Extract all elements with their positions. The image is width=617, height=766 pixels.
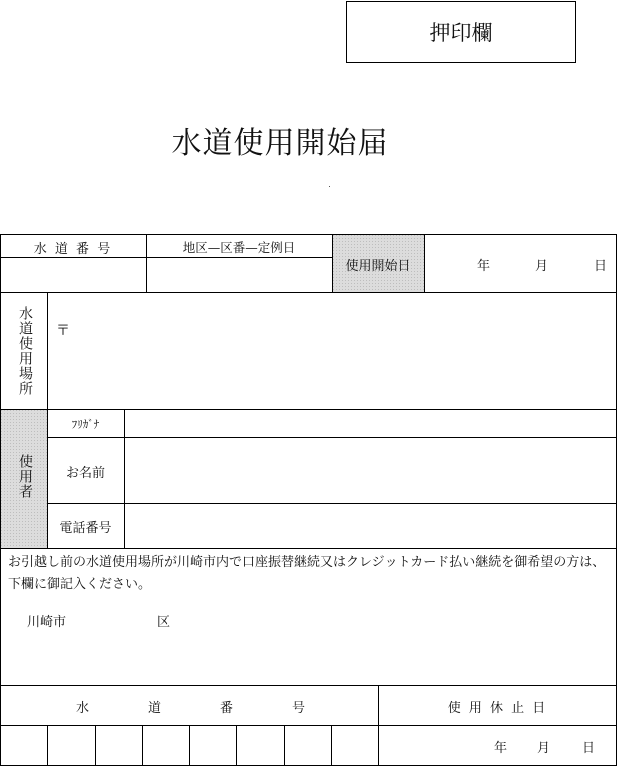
start-date-label: 使用開始日	[345, 259, 411, 274]
notice-line2: 下欄に御記入ください。	[8, 577, 152, 592]
notice-line1: お引越し前の水道使用場所が川崎市内で口座振替継続又はクレジットカード払い継続を御希望の方は、	[8, 555, 606, 570]
phone-label: 電話番号	[59, 521, 112, 536]
suspend-year-label: 年	[494, 741, 508, 756]
form-table	[0, 234, 617, 766]
postal-mark: 〒	[56, 323, 70, 339]
suspend-day-label: 日	[582, 741, 596, 756]
start-month-label: 月	[535, 259, 549, 274]
bottom-water-char-4: 号	[292, 701, 306, 716]
page-title: 水道使用開始届	[171, 126, 389, 161]
notice-ward: 区	[157, 615, 171, 630]
district-label: 地区—区番—定例日	[182, 240, 296, 255]
seal-box	[346, 1, 576, 63]
seal-label: 押印欄	[429, 21, 493, 45]
start-year-label: 年	[477, 259, 491, 274]
name-label: お名前	[65, 466, 105, 481]
notice-city: 川崎市	[27, 615, 67, 630]
suspend-month-label: 月	[537, 741, 551, 756]
furigana-label: ﾌﾘｶﾞﾅ	[71, 418, 100, 431]
bottom-water-char-3: 番	[220, 701, 234, 716]
location-label: 水道使用場所	[17, 306, 33, 396]
start-day-label: 日	[594, 259, 608, 274]
water-number-label: 水 道 番 号	[33, 242, 113, 257]
suspend-date-label: 使 用 休 止 日	[447, 701, 548, 716]
bottom-water-char-1: 水	[76, 701, 90, 716]
bottom-water-char-2: 道	[148, 701, 162, 716]
user-label: 使用者	[17, 454, 33, 499]
stray-dot	[329, 186, 330, 187]
